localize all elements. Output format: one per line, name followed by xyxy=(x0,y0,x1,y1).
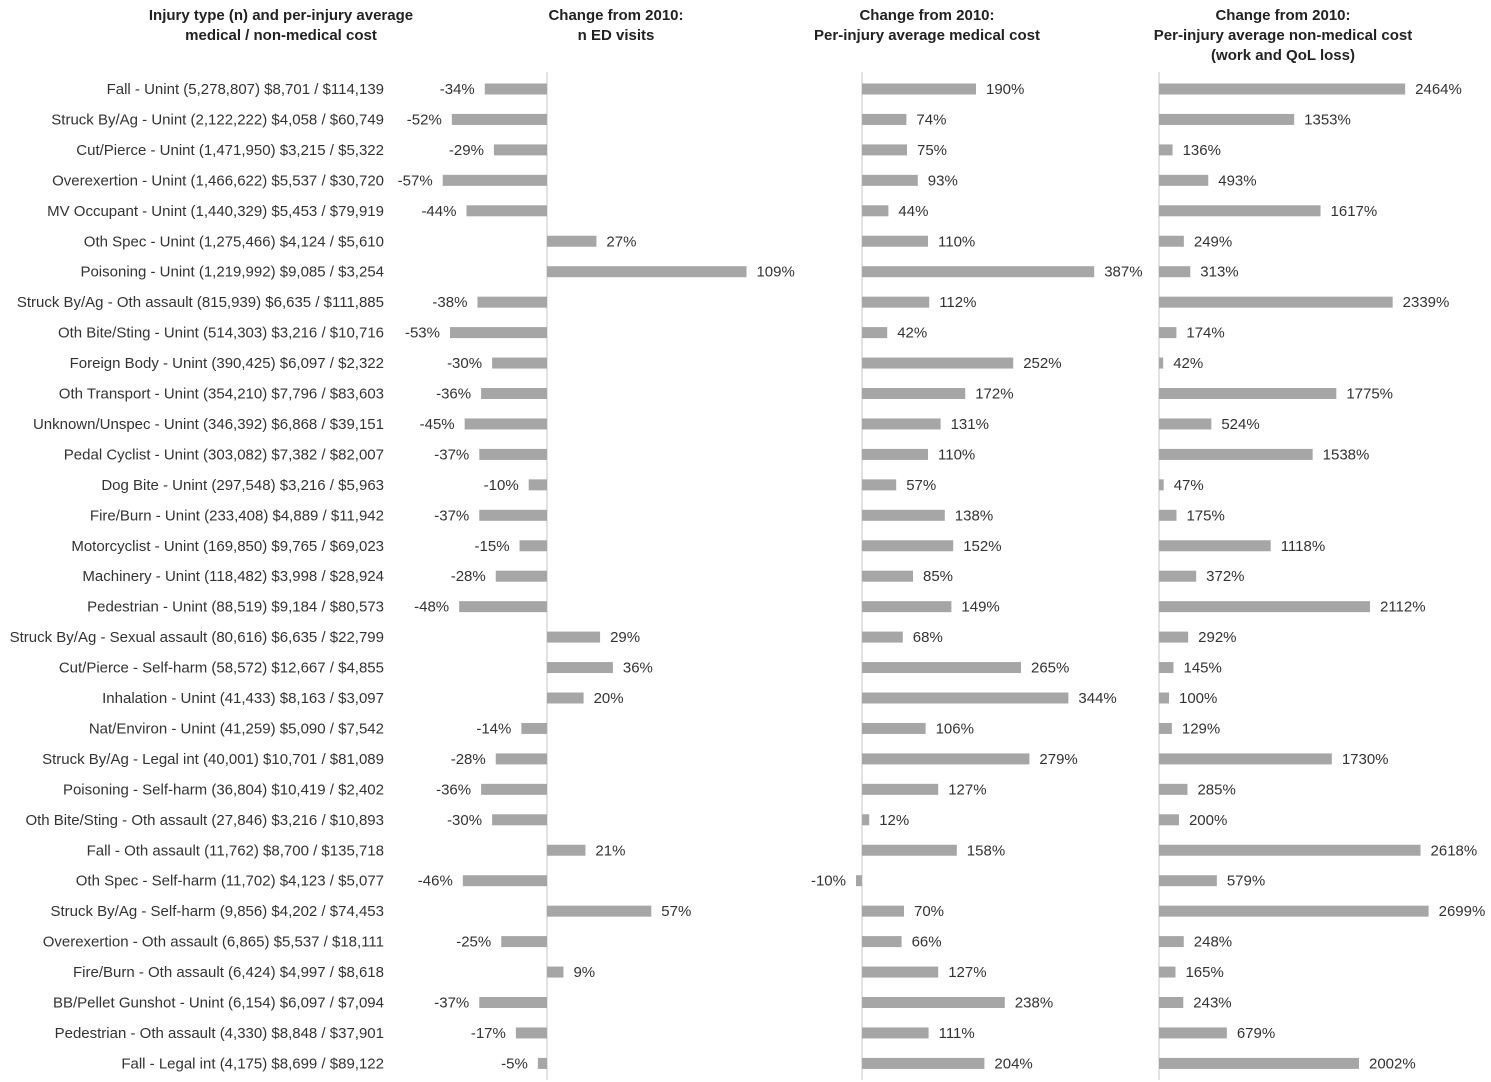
ed-visits-data-label: 9% xyxy=(573,964,596,982)
ed-visits-data-label: 29% xyxy=(610,629,641,647)
nonmedical-cost-bar xyxy=(1159,1058,1359,1069)
nonmedical-cost-bar xyxy=(1159,784,1187,795)
row-label: BB/Pellet Gunshot - Unint (6,154) $6,097 / $7,094 xyxy=(52,994,384,1012)
medical-cost-bar xyxy=(862,388,965,399)
row-label: Pedestrian - Unint (88,519) $9,184 / $80,573 xyxy=(87,598,384,616)
ed-visits-bar xyxy=(450,327,547,338)
nonmedical-cost-bar xyxy=(1159,266,1190,277)
ed-visits-data-label: -14% xyxy=(476,720,512,738)
row-label: Foreign Body - Unint (390,425) $6,097 / $2,322 xyxy=(69,355,384,373)
medical-cost-bar xyxy=(862,175,918,186)
medical-cost-bar xyxy=(862,723,926,734)
medical-cost-bar xyxy=(862,266,1094,277)
medical-cost-data-label: 138% xyxy=(954,507,994,525)
ed-visits-bar xyxy=(465,418,547,429)
medical-cost-data-label: 66% xyxy=(911,933,942,951)
nonmedical-cost-data-label: 2112% xyxy=(1379,598,1426,616)
nonmedical-cost-data-label: 372% xyxy=(1206,568,1245,586)
medical-cost-data-label: 127% xyxy=(948,781,987,799)
ed-visits-bar xyxy=(520,540,547,551)
nonmedical-cost-data-label: 292% xyxy=(1198,629,1237,647)
nonmedical-cost-bar xyxy=(1159,662,1173,673)
nonmedical-cost-data-label: 42% xyxy=(1173,355,1204,373)
ed-visits-bar xyxy=(443,175,547,186)
medical-cost-bar xyxy=(862,784,938,795)
medical-cost-bar xyxy=(862,693,1068,704)
row-label: Struck By/Ag - Oth assault (815,939) $6,635 / $111,885 xyxy=(16,294,384,312)
nonmedical-cost-data-label: 1617% xyxy=(1330,202,1378,220)
medical-cost-bar xyxy=(862,1027,929,1038)
row-label: Oth Spec - Self-harm (11,702) $4,123 / $5,077 xyxy=(75,872,384,890)
row-label: Struck By/Ag - Legal int (40,001) $10,701 / $81,089 xyxy=(42,750,384,768)
medical-cost-bar xyxy=(862,297,929,308)
ed-visits-data-label: -45% xyxy=(419,415,455,433)
medical-cost-data-label: -10% xyxy=(810,872,846,890)
nonmedical-cost-data-label: 145% xyxy=(1183,659,1222,677)
medical-cost-data-label: 252% xyxy=(1023,355,1062,373)
ed-visits-data-label: -30% xyxy=(447,355,483,373)
nonmedical-cost-bar xyxy=(1159,418,1211,429)
row-label: Oth Transport - Unint (354,210) $7,796 / $83,603 xyxy=(58,385,384,403)
medical-cost-bar xyxy=(862,449,928,460)
ed-visits-data-label: 20% xyxy=(593,690,624,707)
nonmedical-cost-bar xyxy=(1159,753,1332,764)
row-label: Oth Bite/Sting - Oth assault (27,846) $3,216 / $10,893 xyxy=(25,811,384,829)
medical-cost-bar xyxy=(862,418,941,429)
nonmedical-cost-data-label: 1730% xyxy=(1341,750,1389,768)
ed-visits-data-label: -28% xyxy=(450,750,486,768)
ed-visits-bar xyxy=(481,784,547,795)
ed-visits-bar xyxy=(547,632,600,643)
ed-visits-bar xyxy=(538,1058,547,1069)
medical-cost-data-label: 85% xyxy=(923,568,954,586)
nonmedical-cost-bar xyxy=(1159,571,1196,582)
ed-visits-data-label: -36% xyxy=(436,385,472,403)
ed-visits-bar xyxy=(529,479,547,490)
ed-visits-bar xyxy=(547,266,746,277)
nonmedical-cost-data-label: 47% xyxy=(1173,476,1204,494)
nonmedical-cost-data-label: 100% xyxy=(1178,690,1218,707)
nonmedical-cost-bar xyxy=(1159,449,1313,460)
ed-visits-bar xyxy=(479,510,547,521)
nonmedical-cost-title-line: Change from 2010: xyxy=(1215,7,1351,24)
ed-visits-bar xyxy=(547,845,585,856)
medical-cost-data-label: 44% xyxy=(898,202,929,220)
nonmedical-cost-data-label: 524% xyxy=(1221,415,1260,433)
row-label: Overexertion - Unint (1,466,622) $5,537 / $30,720 xyxy=(52,172,384,190)
ed-visits-title-line: n ED visits xyxy=(577,27,655,44)
row-label: Pedal Cyclist - Unint (303,082) $7,382 / $82,007 xyxy=(63,446,384,464)
nonmedical-cost-bar xyxy=(1159,510,1176,521)
ed-visits-data-label: -30% xyxy=(447,811,483,829)
nonmedical-cost-title-line: Per-injury average non-medical cost xyxy=(1153,27,1413,44)
ed-visits-bar xyxy=(521,723,547,734)
medical-cost-title-line: Per-injury average medical cost xyxy=(814,27,1040,44)
nonmedical-cost-data-label: 1353% xyxy=(1304,111,1351,129)
medical-cost-bar xyxy=(862,997,1005,1008)
ed-visits-data-label: -17% xyxy=(470,1024,506,1042)
ed-visits-data-label: -5% xyxy=(501,1055,528,1073)
medical-cost-data-label: 75% xyxy=(917,141,948,159)
ed-visits-data-label: -25% xyxy=(456,933,492,951)
nonmedical-cost-bar xyxy=(1159,693,1169,704)
row-label: Poisoning - Unint (1,219,992) $9,085 / $3,254 xyxy=(80,263,384,281)
nonmedical-cost-bar xyxy=(1159,236,1184,247)
nonmedical-cost-data-label: 248% xyxy=(1193,933,1233,951)
nonmedical-cost-data-label: 1538% xyxy=(1322,446,1370,464)
nonmedical-cost-data-label: 313% xyxy=(1200,263,1239,281)
ed-visits-data-label: -34% xyxy=(439,81,475,98)
row-label: Overexertion - Oth assault (6,865) $5,537 / $18,111 xyxy=(42,933,384,951)
row-label: Motorcyclist - Unint (169,850) $9,765 / $69,023 xyxy=(71,537,384,555)
ed-visits-bar xyxy=(477,297,547,308)
nonmedical-cost-data-label: 175% xyxy=(1186,507,1225,525)
medical-cost-bar xyxy=(862,1058,984,1069)
medical-cost-bar xyxy=(862,479,896,490)
nonmedical-cost-bar xyxy=(1159,997,1183,1008)
medical-cost-data-label: 70% xyxy=(914,903,945,921)
nonmedical-cost-data-label: 493% xyxy=(1218,172,1257,190)
nonmedical-cost-data-label: 2618% xyxy=(1430,842,1478,860)
nonmedical-cost-data-label: 1775% xyxy=(1346,385,1394,403)
nonmedical-cost-bar xyxy=(1159,358,1163,369)
medical-cost-data-label: 12% xyxy=(879,811,910,829)
medical-cost-data-label: 344% xyxy=(1078,690,1117,707)
ed-visits-bar xyxy=(547,662,613,673)
ed-visits-data-label: -36% xyxy=(436,781,472,799)
ed-visits-bar xyxy=(479,449,547,460)
medical-cost-data-label: 172% xyxy=(975,385,1014,403)
ed-visits-data-label: 21% xyxy=(595,842,626,860)
nonmedical-cost-data-label: 579% xyxy=(1226,872,1266,890)
row-label: Struck By/Ag - Self-harm (9,856) $4,202 / $74,453 xyxy=(50,903,384,921)
row-label: Fire/Burn - Oth assault (6,424) $4,997 / $8,618 xyxy=(72,964,384,982)
nonmedical-cost-data-label: 2339% xyxy=(1402,294,1450,312)
nonmedical-cost-bar xyxy=(1159,205,1321,216)
nonmedical-cost-data-label: 285% xyxy=(1197,781,1236,799)
medical-cost-data-label: 106% xyxy=(935,720,974,738)
medical-cost-data-label: 279% xyxy=(1039,750,1078,768)
ed-visits-data-label: 109% xyxy=(756,263,795,281)
medical-cost-bar xyxy=(856,875,862,886)
ed-visits-data-label: -37% xyxy=(434,507,470,525)
ed-visits-bar xyxy=(501,936,547,947)
row-label: Machinery - Unint (118,482) $3,998 / $28,924 xyxy=(82,568,384,586)
nonmedical-cost-bar xyxy=(1159,327,1176,338)
ed-visits-bar xyxy=(494,144,547,155)
medical-cost-bar xyxy=(862,84,976,95)
ed-visits-data-label: -37% xyxy=(434,994,470,1012)
ed-visits-data-label: -37% xyxy=(434,446,470,464)
nonmedical-cost-data-label: 679% xyxy=(1236,1024,1276,1042)
medical-cost-data-label: 127% xyxy=(948,964,987,982)
nonmedical-cost-bar xyxy=(1159,1027,1227,1038)
ed-visits-data-label: -29% xyxy=(448,141,484,159)
ed-visits-data-label: -44% xyxy=(421,202,457,220)
medical-cost-bar xyxy=(862,236,928,247)
nonmedical-cost-bar xyxy=(1159,845,1421,856)
medical-cost-title-line: Change from 2010: xyxy=(859,7,995,24)
ed-visits-bar xyxy=(485,84,547,95)
ed-visits-data-label: 27% xyxy=(606,233,637,251)
medical-cost-data-label: 68% xyxy=(912,629,943,647)
ed-visits-data-label: -57% xyxy=(397,172,433,190)
ed-visits-data-label: -38% xyxy=(432,294,468,312)
row-label: Fall - Unint (5,278,807) $8,701 / $114,139 xyxy=(106,81,384,98)
ed-visits-bar xyxy=(492,814,547,825)
row-label-header-line: Injury type (n) and per-injury average xyxy=(148,7,414,24)
ed-visits-bar xyxy=(547,693,584,704)
ed-visits-title-line: Change from 2010: xyxy=(548,7,684,24)
ed-visits-data-label: -53% xyxy=(404,324,441,342)
nonmedical-cost-bar xyxy=(1159,906,1429,917)
nonmedical-cost-bar xyxy=(1159,388,1336,399)
medical-cost-bar xyxy=(862,601,951,612)
medical-cost-data-label: 265% xyxy=(1031,659,1070,677)
nonmedical-cost-data-label: 249% xyxy=(1193,233,1233,251)
medical-cost-bar xyxy=(862,662,1021,673)
nonmedical-cost-bar xyxy=(1159,479,1164,490)
row-label: Fire/Burn - Unint (233,408) $4,889 / $11,942 xyxy=(89,507,384,525)
medical-cost-bar xyxy=(862,814,869,825)
nonmedical-cost-data-label: 200% xyxy=(1188,811,1228,829)
row-label: MV Occupant - Unint (1,440,329) $5,453 / $79,919 xyxy=(47,202,384,220)
row-label: Fall - Legal int (4,175) $8,699 / $89,122 xyxy=(121,1055,384,1073)
medical-cost-bar xyxy=(862,845,957,856)
nonmedical-cost-bar xyxy=(1159,936,1184,947)
row-label-header-line: medical / non-medical cost xyxy=(185,27,377,44)
nonmedical-cost-data-label: 2699% xyxy=(1438,903,1486,921)
medical-cost-bar xyxy=(862,144,907,155)
row-label: Dog Bite - Unint (297,548) $3,216 / $5,963 xyxy=(101,476,384,494)
nonmedical-cost-bar xyxy=(1159,632,1188,643)
medical-cost-bar xyxy=(862,571,913,582)
row-label: Cut/Pierce - Self-harm (58,572) $12,667 / $4,855 xyxy=(58,659,384,677)
nonmedical-cost-bar xyxy=(1159,540,1271,551)
nonmedical-cost-bar xyxy=(1159,175,1208,186)
nonmedical-cost-bar xyxy=(1159,967,1175,978)
nonmedical-cost-bar xyxy=(1159,601,1370,612)
row-label: Unknown/Unspec - Unint (346,392) $6,868 / $39,151 xyxy=(32,415,384,433)
medical-cost-data-label: 74% xyxy=(916,111,947,129)
ed-visits-data-label: 36% xyxy=(622,659,653,677)
nonmedical-cost-data-label: 136% xyxy=(1182,141,1221,159)
ed-visits-bar xyxy=(479,997,547,1008)
medical-cost-data-label: 149% xyxy=(961,598,1000,616)
medical-cost-data-label: 238% xyxy=(1014,994,1054,1012)
medical-cost-bar xyxy=(862,632,903,643)
ed-visits-data-label: -48% xyxy=(414,598,450,616)
nonmedical-cost-data-label: 2464% xyxy=(1415,81,1462,98)
nonmedical-cost-data-label: 129% xyxy=(1181,720,1221,738)
row-label: Struck By/Ag - Unint (2,122,222) $4,058 / $60,749 xyxy=(51,111,384,129)
nonmedical-cost-data-label: 1118% xyxy=(1280,537,1326,555)
medical-cost-bar xyxy=(862,358,1013,369)
nonmedical-cost-bar xyxy=(1159,144,1173,155)
row-label: Poisoning - Self-harm (36,804) $10,419 / $2,402 xyxy=(62,781,384,799)
ed-visits-bar xyxy=(547,236,596,247)
ed-visits-data-label: -52% xyxy=(406,111,442,129)
nonmedical-cost-bar xyxy=(1159,114,1294,125)
ed-visits-bar xyxy=(466,205,547,216)
ed-visits-data-label: 57% xyxy=(661,903,692,921)
medical-cost-data-label: 190% xyxy=(986,81,1025,98)
medical-cost-bar xyxy=(862,327,887,338)
ed-visits-data-label: -15% xyxy=(474,537,510,555)
medical-cost-data-label: 42% xyxy=(897,324,928,342)
ed-visits-bar xyxy=(496,753,547,764)
row-label: Inhalation - Unint (41,433) $8,163 / $3,097 xyxy=(102,690,384,707)
nonmedical-cost-bar xyxy=(1159,297,1393,308)
ed-visits-bar xyxy=(496,571,547,582)
nonmedical-cost-data-label: 243% xyxy=(1193,994,1232,1012)
row-label: Cut/Pierce - Unint (1,471,950) $3,215 / $5,322 xyxy=(76,141,384,159)
row-label: Struck By/Ag - Sexual assault (80,616) $6,635 / $22,799 xyxy=(9,629,384,647)
ed-visits-bar xyxy=(547,906,651,917)
ed-visits-data-label: -28% xyxy=(450,568,486,586)
medical-cost-data-label: 110% xyxy=(938,233,976,251)
nonmedical-cost-data-label: 165% xyxy=(1185,964,1224,982)
ed-visits-data-label: -10% xyxy=(483,476,519,494)
nonmedical-cost-data-label: 174% xyxy=(1186,324,1225,342)
medical-cost-bar xyxy=(862,967,938,978)
ed-visits-bar xyxy=(463,875,547,886)
medical-cost-bar xyxy=(862,205,888,216)
nonmedical-cost-bar xyxy=(1159,723,1172,734)
medical-cost-data-label: 110% xyxy=(938,446,976,464)
medical-cost-bar xyxy=(862,510,945,521)
ed-visits-bar xyxy=(547,967,563,978)
medical-cost-data-label: 158% xyxy=(966,842,1006,860)
ed-visits-bar xyxy=(481,388,547,399)
medical-cost-bar xyxy=(862,540,953,551)
nonmedical-cost-bar xyxy=(1159,875,1217,886)
medical-cost-data-label: 387% xyxy=(1104,263,1143,281)
medical-cost-data-label: 93% xyxy=(927,172,958,190)
row-label: Oth Spec - Unint (1,275,466) $4,124 / $5,610 xyxy=(83,233,384,251)
nonmedical-cost-bar xyxy=(1159,84,1405,95)
medical-cost-bar xyxy=(862,114,906,125)
medical-cost-data-label: 204% xyxy=(994,1055,1033,1073)
medical-cost-data-label: 131% xyxy=(950,415,989,433)
ed-visits-bar xyxy=(516,1027,547,1038)
row-label: Oth Bite/Sting - Unint (514,303) $3,216 / $10,716 xyxy=(57,324,384,342)
nonmedical-cost-bar xyxy=(1159,814,1179,825)
ed-visits-bar xyxy=(452,114,547,125)
medical-cost-bar xyxy=(862,936,902,947)
nonmedical-cost-title-line: (work and QoL loss) xyxy=(1211,47,1355,64)
ed-visits-data-label: -46% xyxy=(417,872,453,890)
row-label: Fall - Oth assault (11,762) $8,700 / $135,718 xyxy=(86,842,384,860)
medical-cost-bar xyxy=(862,753,1029,764)
medical-cost-data-label: 112% xyxy=(939,294,977,312)
row-label: Pedestrian - Oth assault (4,330) $8,848 / $37,901 xyxy=(54,1024,384,1042)
nonmedical-cost-data-label: 2002% xyxy=(1368,1055,1416,1073)
medical-cost-data-label: 111% xyxy=(938,1024,975,1042)
medical-cost-bar xyxy=(862,906,904,917)
medical-cost-data-label: 152% xyxy=(963,537,1002,555)
ed-visits-bar xyxy=(492,358,547,369)
ed-visits-bar xyxy=(459,601,547,612)
row-label: Nat/Environ - Unint (41,259) $5,090 / $7,542 xyxy=(88,720,384,738)
medical-cost-data-label: 57% xyxy=(906,476,937,494)
